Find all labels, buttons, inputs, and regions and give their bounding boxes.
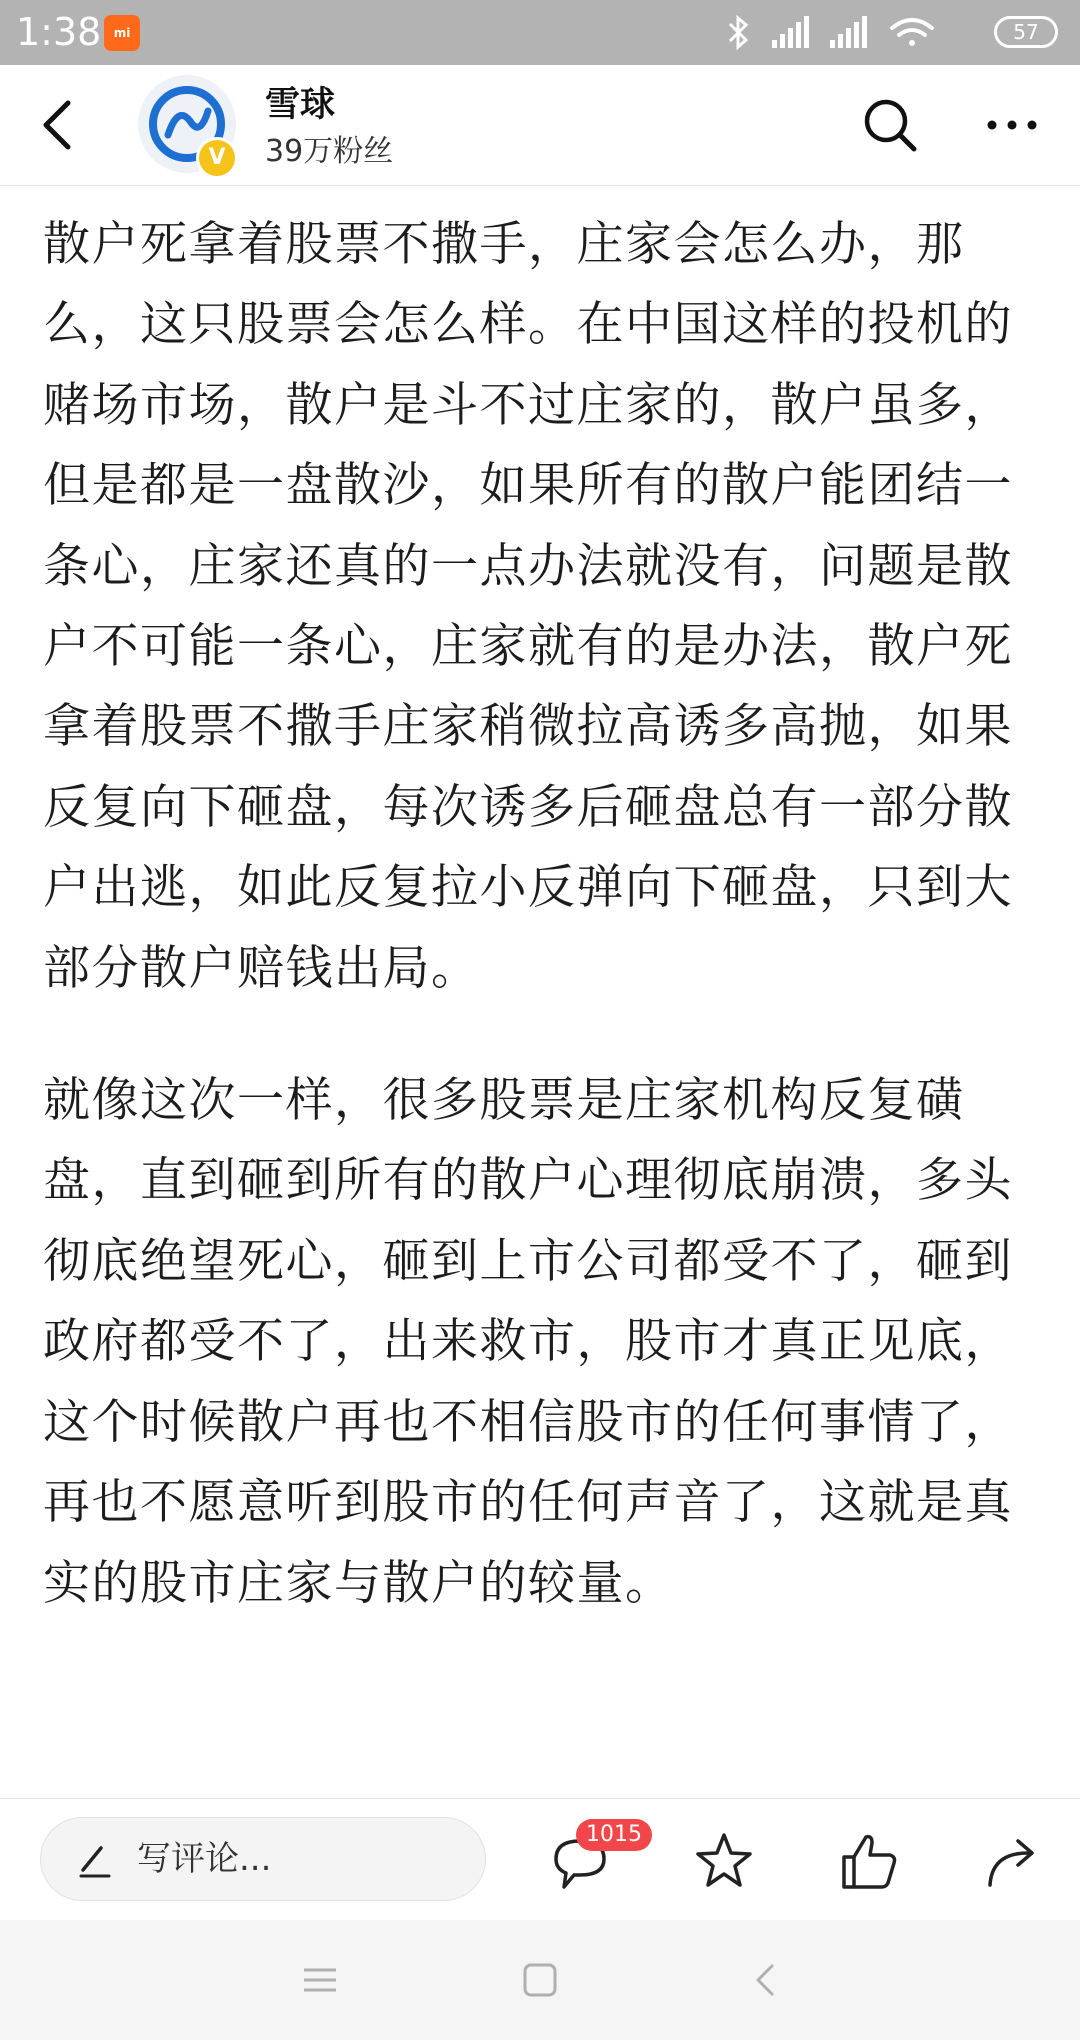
comment-placeholder: 写评论... (137, 1839, 272, 1879)
comment-input[interactable] (40, 1817, 486, 1901)
pen-icon (75, 1840, 115, 1880)
status-icons (720, 14, 970, 52)
battery-indicator: 57 (994, 16, 1058, 48)
status-time: 1:38 (16, 10, 102, 54)
signal-icon (772, 16, 809, 48)
verified-badge: V (196, 137, 238, 179)
more-dots-icon[interactable] (980, 93, 1044, 157)
wifi-icon (892, 20, 932, 46)
bottom-action-bar (0, 1798, 1080, 1921)
top-app-bar (0, 65, 1080, 186)
article-body (43, 205, 1043, 1624)
status-bar (0, 0, 1080, 65)
nav-back-icon[interactable] (744, 1958, 788, 2002)
thumbs-up-icon[interactable] (836, 1829, 900, 1893)
follower-count: 39万粉丝 (265, 134, 394, 169)
article-paragraph: 就像这次一样，很多股票是庄家机构反复磺盘，直到砸到所有的散户心理彻底崩溃，多头彻底绝望死心，砸到上市公司都受不了，砸到政府都受不了，出来救市，股市才真正见底，这个时候散户再也不相信股市的任何事情了，再也不愿意听到股市的任何声音了，这就是真实的股市庄家与散户的较量。 (43, 1073, 1013, 1611)
system-nav-bar (0, 1920, 1080, 2040)
article-paragraph: 散户死拿着股票不撒手，庄家会怎么办，那么，这只股票会怎么样。在中国这样的投机的赌场市场，散户是斗不过庄家的，散户虽多，但是都是一盘散沙，如果所有的散户能团结一条心，庄家还真的一点办法就没有，问题是散户不可能一条心，庄家就有的是办法，散户死拿着股票不撒手庄家稍微拉高诱多高抛，如果反复向下砸盘，每次诱多后砸盘总有一部分散户出逃，如此反复拉小反弹向下砸盘，只到大部分散户赔钱出局。 (43, 217, 1013, 996)
mi-app-icon: mi (104, 15, 140, 51)
search-icon[interactable] (858, 93, 922, 157)
signal-icon-2 (830, 16, 867, 48)
comment-count-badge: 1015 (576, 1819, 652, 1851)
bluetooth-icon (730, 18, 746, 47)
share-arrow-icon[interactable] (980, 1829, 1044, 1893)
star-icon[interactable] (692, 1829, 756, 1893)
account-name[interactable]: 雪球 (265, 85, 336, 125)
menu-icon[interactable] (298, 1958, 342, 2002)
back-arrow-icon[interactable] (30, 95, 90, 155)
home-square-icon[interactable] (518, 1958, 562, 2002)
